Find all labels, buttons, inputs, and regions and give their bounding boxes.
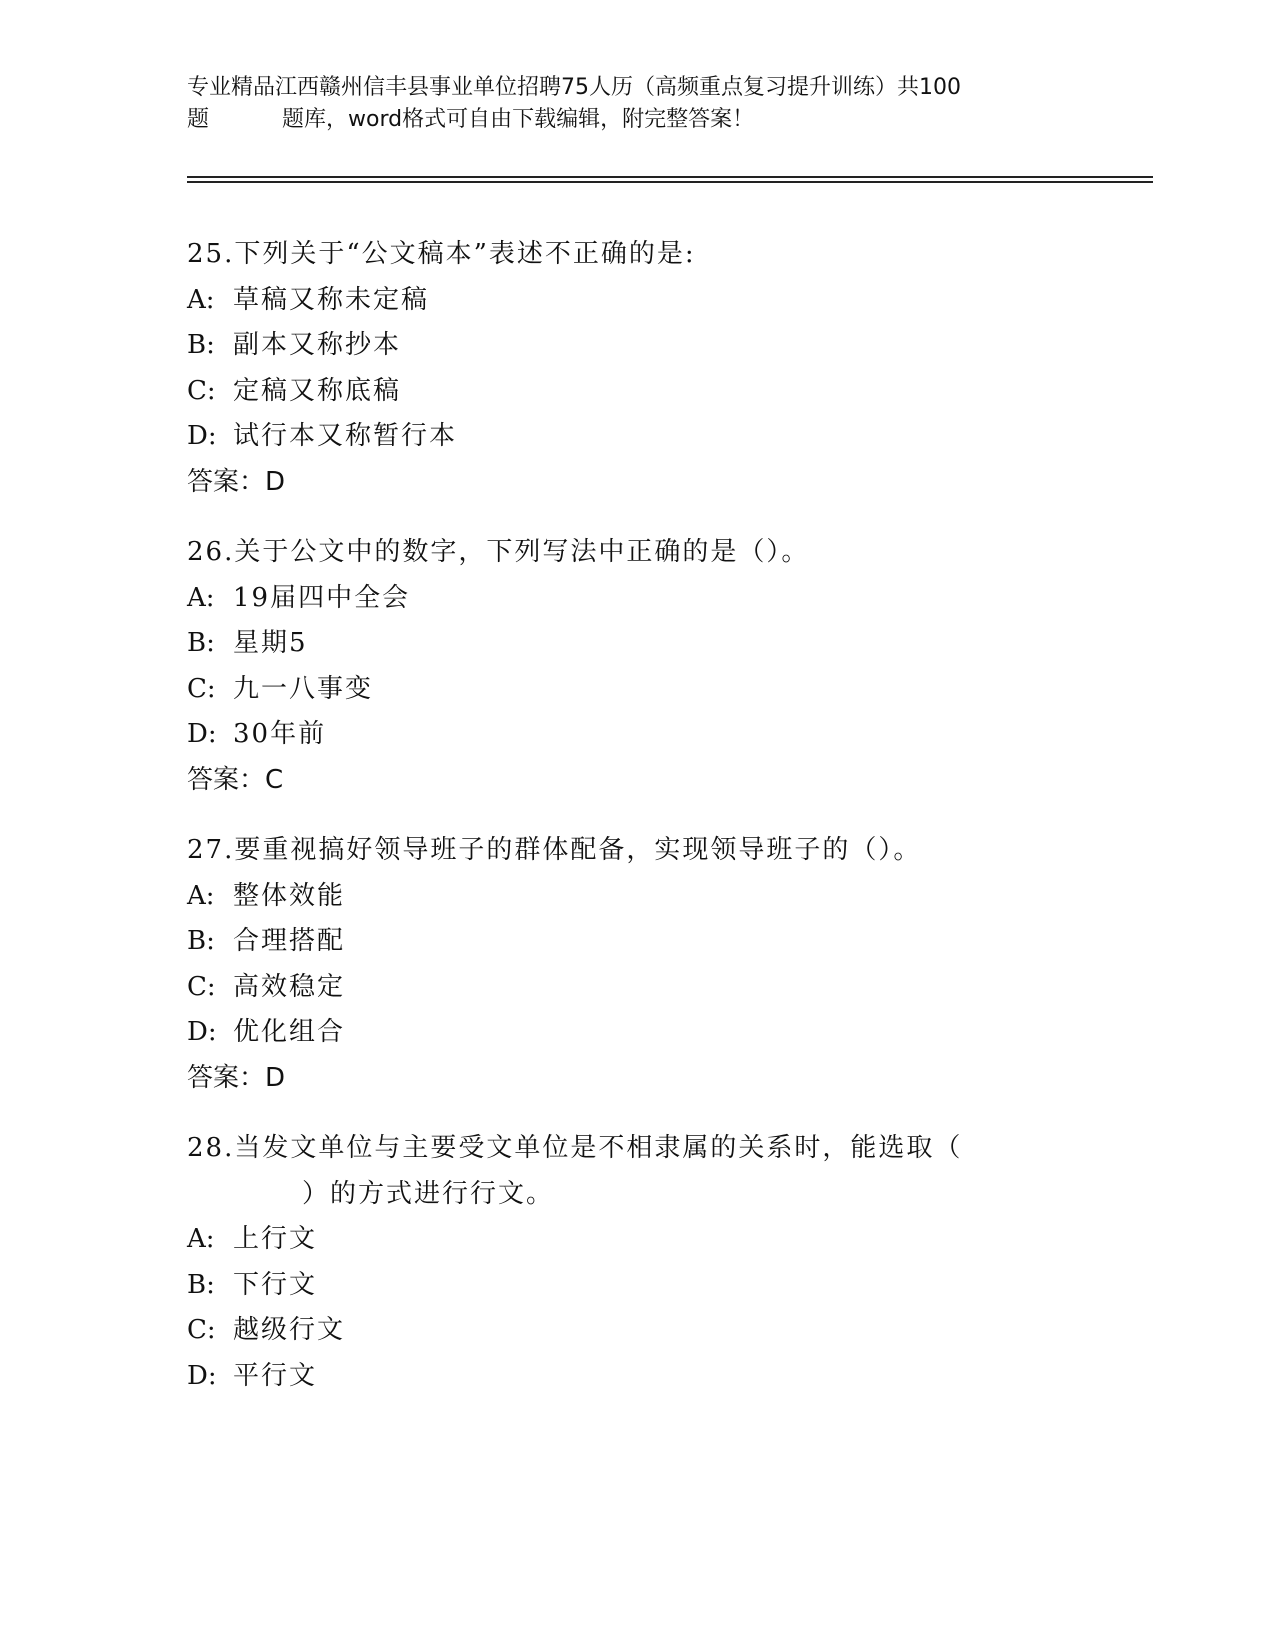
header-title-line2-right: 题库，word格式可自由下载编辑，附完整答案！ (282, 107, 755, 132)
option-b (187, 1263, 1147, 1309)
option-letter: B: (187, 330, 215, 360)
option-text: 下行文 (233, 1269, 318, 1300)
option-letter: A: (187, 582, 215, 613)
document-header (187, 72, 1087, 136)
question-stem: 26.关于公文中的数字，下列写法中正确的是（）。 (187, 537, 810, 567)
option-letter: C: (187, 971, 216, 1002)
option-a (187, 278, 1147, 324)
option-letter: D: (187, 421, 217, 451)
option-text: 优化组合 (233, 1017, 346, 1047)
header-title-line1: 专业精品江西赣州信丰县事业单位招聘75人历（高频重点复习提升训练）共100 (187, 75, 961, 100)
option-letter: C: (187, 673, 216, 704)
option-b (187, 621, 1147, 667)
option-d (187, 712, 1147, 758)
option-letter: A: (187, 284, 215, 315)
question-25 (187, 232, 1147, 505)
option-letter: C: (187, 1315, 216, 1345)
option-text: 定稿又称底稿 (233, 375, 402, 406)
option-d (187, 414, 1147, 460)
option-b (187, 323, 1147, 369)
question-stem-continuation: ）的方式进行行文。 (302, 1178, 555, 1209)
option-letter: B: (187, 628, 215, 658)
question-26 (187, 530, 1147, 803)
option-letter: A: (187, 880, 215, 911)
option-a (187, 1217, 1147, 1263)
option-a (187, 576, 1147, 622)
option-c (187, 1308, 1147, 1354)
option-letter: D: (187, 1017, 217, 1047)
header-divider-top (187, 176, 1153, 178)
option-letter: B: (187, 1269, 215, 1300)
option-c (187, 369, 1147, 415)
option-text: 整体效能 (233, 880, 346, 911)
option-a (187, 874, 1147, 920)
question-stem: 28.当发文单位与主要受文单位是不相隶属的关系时，能选取（ (187, 1133, 963, 1163)
question-28 (187, 1126, 1147, 1399)
option-text: 合理搭配 (233, 926, 346, 956)
option-c (187, 965, 1147, 1011)
option-text: 星期5 (233, 628, 308, 658)
option-text: 19届四中全会 (233, 582, 411, 613)
question-27 (187, 828, 1147, 1101)
option-text: 上行文 (233, 1224, 318, 1254)
answer-line: 答案：D (187, 1062, 286, 1093)
option-text: 九一八事变 (233, 673, 374, 704)
answer-line: 答案：C (187, 764, 284, 795)
question-list (187, 232, 1147, 1424)
option-text: 平行文 (233, 1360, 318, 1391)
question-stem: 27.要重视搞好领导班子的群体配备，实现领导班子的（）。 (187, 835, 922, 865)
header-title-line2 (187, 104, 1087, 136)
answer-line: 答案：D (187, 466, 286, 497)
option-letter: D: (187, 719, 217, 749)
option-b (187, 919, 1147, 965)
option-c (187, 667, 1147, 713)
option-letter: B: (187, 926, 215, 956)
option-text: 越级行文 (233, 1315, 346, 1345)
option-letter: D: (187, 1360, 217, 1391)
option-text: 副本又称抄本 (233, 330, 402, 360)
option-letter: C: (187, 375, 216, 406)
question-stem: 25.下列关于“公文稿本”表述不正确的是: (187, 239, 696, 269)
header-divider-bottom (187, 181, 1153, 183)
option-text: 30年前 (233, 719, 327, 749)
option-text: 高效稳定 (233, 971, 346, 1002)
option-d (187, 1010, 1147, 1056)
header-title-line2-left: 题 (187, 107, 210, 132)
option-d (187, 1354, 1147, 1400)
option-text: 草稿又称未定稿 (233, 284, 430, 315)
option-letter: A: (187, 1224, 215, 1254)
option-text: 试行本又称暂行本 (233, 421, 458, 451)
